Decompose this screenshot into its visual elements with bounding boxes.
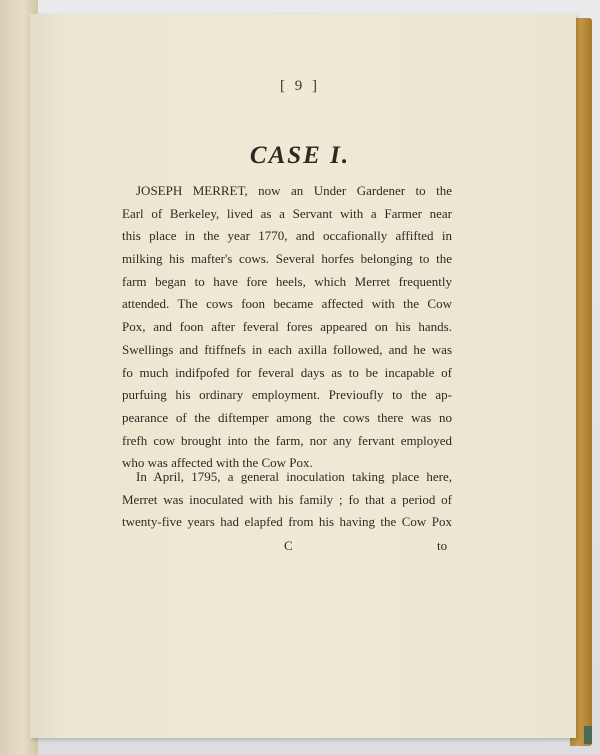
text-line: milking his mafter's cows. Several horfes belonging to the xyxy=(122,251,452,267)
case-title: CASE I. xyxy=(249,142,351,169)
text-line: Pox, and foon after feveral fores appeared on his hands. xyxy=(122,319,452,335)
text-line: this place in the year 1770, and occafionally affifted in xyxy=(122,228,452,244)
text-line: farm began to have fore heels, which Merret frequently xyxy=(122,273,452,289)
text-line: purfuing his ordinary employment. Previoufly to the ap- xyxy=(122,387,452,403)
signature-mark: C xyxy=(284,538,293,553)
text-line: Merret was inoculated with his family ; fo that a period of xyxy=(122,491,452,507)
page-number: [ 9 ] xyxy=(280,78,320,94)
text-line: JOSEPH MERRET, now an Under Gardener to the xyxy=(136,183,452,198)
catchword: to xyxy=(437,538,448,553)
text-line: attended. The cows foon became affected with the Cow xyxy=(122,296,452,312)
text-line: Swellings and ftiffnefs in each axilla followed, and he was xyxy=(122,341,452,357)
cover-cloth-corner xyxy=(584,726,592,744)
text-line: frefh cow brought into the farm, nor any fervant employed xyxy=(122,432,452,448)
text-line: In April, 1795, a general inoculation taking place here, xyxy=(136,469,452,484)
paragraph-1 xyxy=(122,180,452,475)
text-line: fo much indifpofed for feveral days as to be incapable of xyxy=(122,364,452,380)
text-line: Earl of Berkeley, lived as a Servant with a Farmer near xyxy=(122,205,452,221)
text-line: pearance of the diftemper among the cows there was no xyxy=(122,409,452,425)
text-line: who was affected with the Cow Pox. xyxy=(122,455,313,471)
paragraph-2 xyxy=(122,466,452,534)
text-line: twenty-five years had elapfed from his having the Cow Pox xyxy=(122,514,452,530)
